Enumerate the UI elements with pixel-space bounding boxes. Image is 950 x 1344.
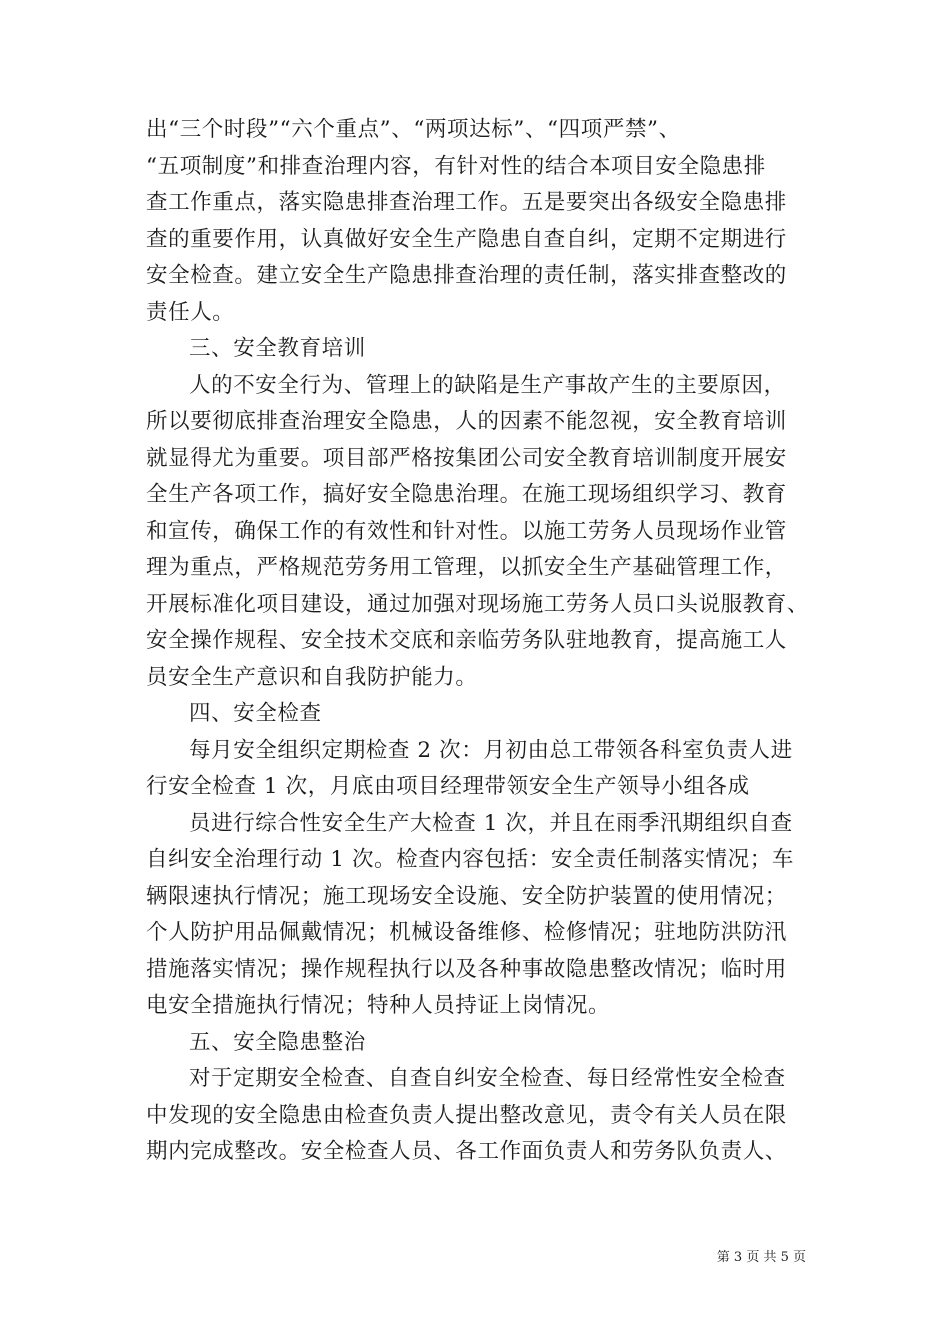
text-line: 个人防护用品佩戴情况；机械设备维修、检修情况；驻地防洪防汛 xyxy=(146,920,787,945)
body-text xyxy=(146,112,818,1171)
section-heading: 五、安全隐患整治 xyxy=(189,1029,366,1055)
text-line: 期内完成整改。安全检查人员、各工作面负责人和劳务队负责人、 xyxy=(146,1139,787,1164)
text-line: 责任人。 xyxy=(146,299,235,325)
text-line: 就显得尤为重要。项目部严格按集团公司安全教育培训制度开展安 xyxy=(146,445,787,471)
text-line: 中发现的安全隐患由检查负责人提出整改意见，责令有关人员在限 xyxy=(146,1102,787,1128)
text-line: 员安全生产意识和自我防护能力。 xyxy=(146,664,478,690)
text-line: 查的重要作用，认真做好安全生产隐患自查自纠，定期不定期进行 xyxy=(146,226,787,252)
text-line: 辆限速执行情况；施工现场安全设施、安全防护装置的使用情况； xyxy=(146,883,787,909)
text-line: 每月安全组织定期检查 2 次：月初由总工带领各科室负责人进 xyxy=(189,737,793,763)
text-line: 自纠安全治理行动 1 次。检查内容包括：安全责任制落实情况；车 xyxy=(146,847,794,872)
text-line: 对于定期安全检查、自查自纠安全检查、每日经常性安全检查 xyxy=(189,1066,786,1091)
text-line: 开展标准化项目建设，通过加强对现场施工劳务人员口头说服教育、 xyxy=(146,591,810,617)
text-line: 理为重点，严格规范劳务用工管理，以抓安全生产基础管理工作， xyxy=(146,555,787,580)
text-line: 员进行综合性安全生产大检查 1 次，并且在雨季汛期组织自查 xyxy=(189,810,793,836)
text-line: 全生产各项工作，搞好安全隐患治理。在施工现场组织学习、教育 xyxy=(146,482,787,507)
text-line: 电安全措施执行情况；特种人员持证上岗情况。 xyxy=(146,993,611,1018)
text-line: 所以要彻底排查治理安全隐患，人的因素不能忽视，安全教育培训 xyxy=(146,409,787,434)
text-line: 安全检查。建立安全生产隐患排查治理的责任制，落实排查整改的 xyxy=(146,263,787,288)
text-line: 安全操作规程、安全技术交底和亲临劳务队驻地教育，提高施工人 xyxy=(146,628,787,653)
text-line: “五项制度”和排查治理内容，有针对性的结合本项目安全隐患排 xyxy=(146,153,766,179)
text-line: 措施落实情况；操作规程执行以及各种事故隐患整改情况；临时用 xyxy=(146,956,787,982)
text-line: 和宣传，确保工作的有效性和针对性。以施工劳务人员现场作业管 xyxy=(146,518,787,544)
text-line: 查工作重点，落实隐患排查治理工作。五是要突出各级安全隐患排 xyxy=(146,190,787,215)
section-heading: 三、安全教育培训 xyxy=(189,336,366,361)
text-line: 出“三个时段”“六个重点”、“两项达标”、“四项严禁”、 xyxy=(146,117,681,142)
page-number-footer: 第 3 页 共 5 页 xyxy=(716,1250,806,1265)
section-heading: 四、安全检查 xyxy=(189,701,322,726)
text-line: 人的不安全行为、管理上的缺陷是生产事故产生的主要原因， xyxy=(189,372,786,398)
text-line: 行安全检查 1 次，月底由项目经理带领安全生产领导小组各成 xyxy=(146,774,750,799)
